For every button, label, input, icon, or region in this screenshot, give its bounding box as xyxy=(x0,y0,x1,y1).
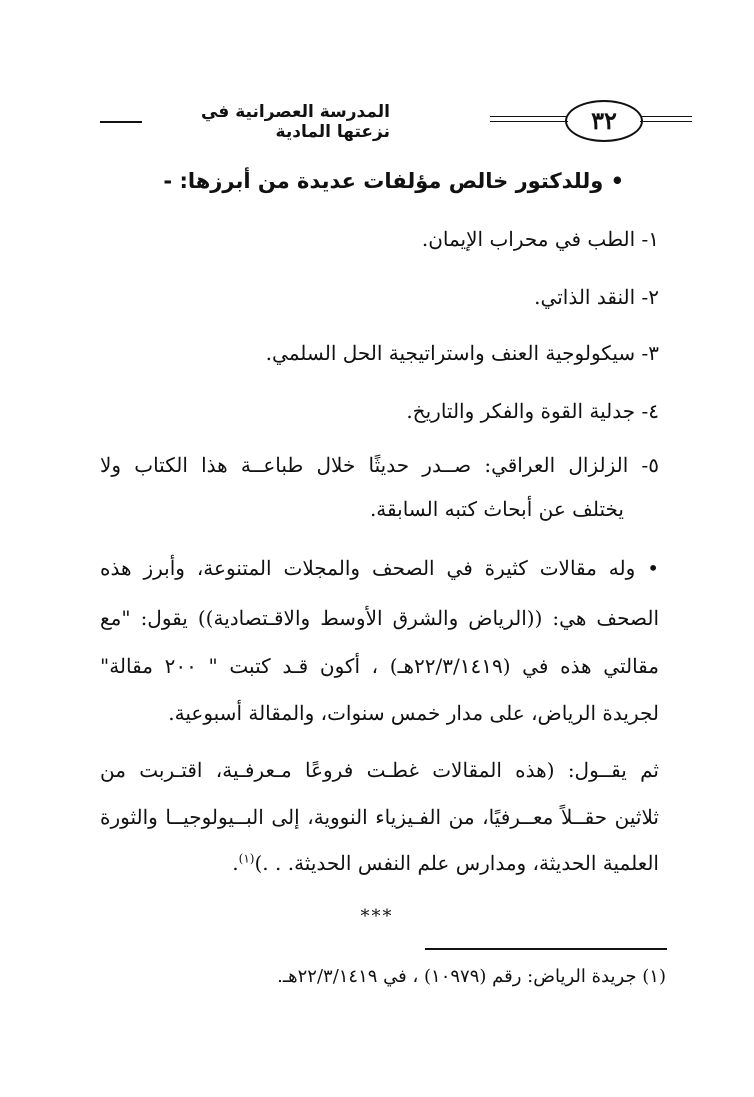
footnote-marker: (١) xyxy=(238,851,255,866)
header-rule xyxy=(490,116,568,117)
header-rule xyxy=(100,121,142,123)
book-item: ٣- سيكولوجية العنف واستراتيجية الحل السلمي. xyxy=(265,341,659,365)
book-item: ١- الطب في محراب الإيمان. xyxy=(421,227,659,251)
header-rule xyxy=(490,121,568,122)
paragraph-text: العلمية الحديثة، ومدارس علم النفس الحديثة. . .) xyxy=(254,851,659,875)
paragraph-line: ثم يقــول: (هذه المقالات غطـت فروعًا مـعرفـية، اقتـربت من xyxy=(100,758,659,782)
sentence-end: . xyxy=(232,851,239,875)
footnote-rule xyxy=(425,948,667,950)
section-intro: • وللدكتور خالص مؤلفات عديدة من أبرزها: - xyxy=(163,169,624,193)
paragraph-line: • وله مقالات كثيرة في الصحف والمجلات المتنوعة، وأبرز هذه xyxy=(100,556,659,580)
footnote: (١) جريدة الرياض: رقم (١٠٩٧٩) ، في ٢٢/٣/١٤١٩هـ. xyxy=(277,966,666,987)
paragraph-line: مقالتي هذه في (٢٢/٣/١٤١٩هـ) ، أكون قـد كتبت " ٢٠٠ مقالة" xyxy=(100,654,660,678)
header-rule xyxy=(640,121,692,122)
book-item: ٥- الزلزال العراقي: صــدر حديثًا خلال طباعــة هذا الكتاب ولا xyxy=(100,453,659,477)
paragraph-line xyxy=(100,850,659,876)
header-rule xyxy=(640,116,692,117)
book-item: ٤- جدلية القوة والفكر والتاريخ. xyxy=(406,399,659,423)
page-number: ٣٢ xyxy=(565,100,643,142)
paragraph-line: ثلاثين حقــلاً معــرفيًا، من الفـيزياء النووية، إلى البــيولوجيــا والثورة xyxy=(100,805,659,829)
paragraph-line: الصحف هي: ((الرياض والشرق الأوسط والاقـتصادية)) يقول: "مع xyxy=(100,606,659,630)
section-separator: *** xyxy=(360,906,394,927)
running-title: المدرسة العصرانية في نزعتها المادية xyxy=(200,102,390,142)
paragraph-line: لجريدة الرياض، على مدار خمس سنوات، والمقالة أسبوعية. xyxy=(168,701,659,725)
book-item-continuation: يختلف عن أبحاث كتبه السابقة. xyxy=(369,497,624,521)
book-item: ٢- النقد الذاتي. xyxy=(534,285,659,309)
